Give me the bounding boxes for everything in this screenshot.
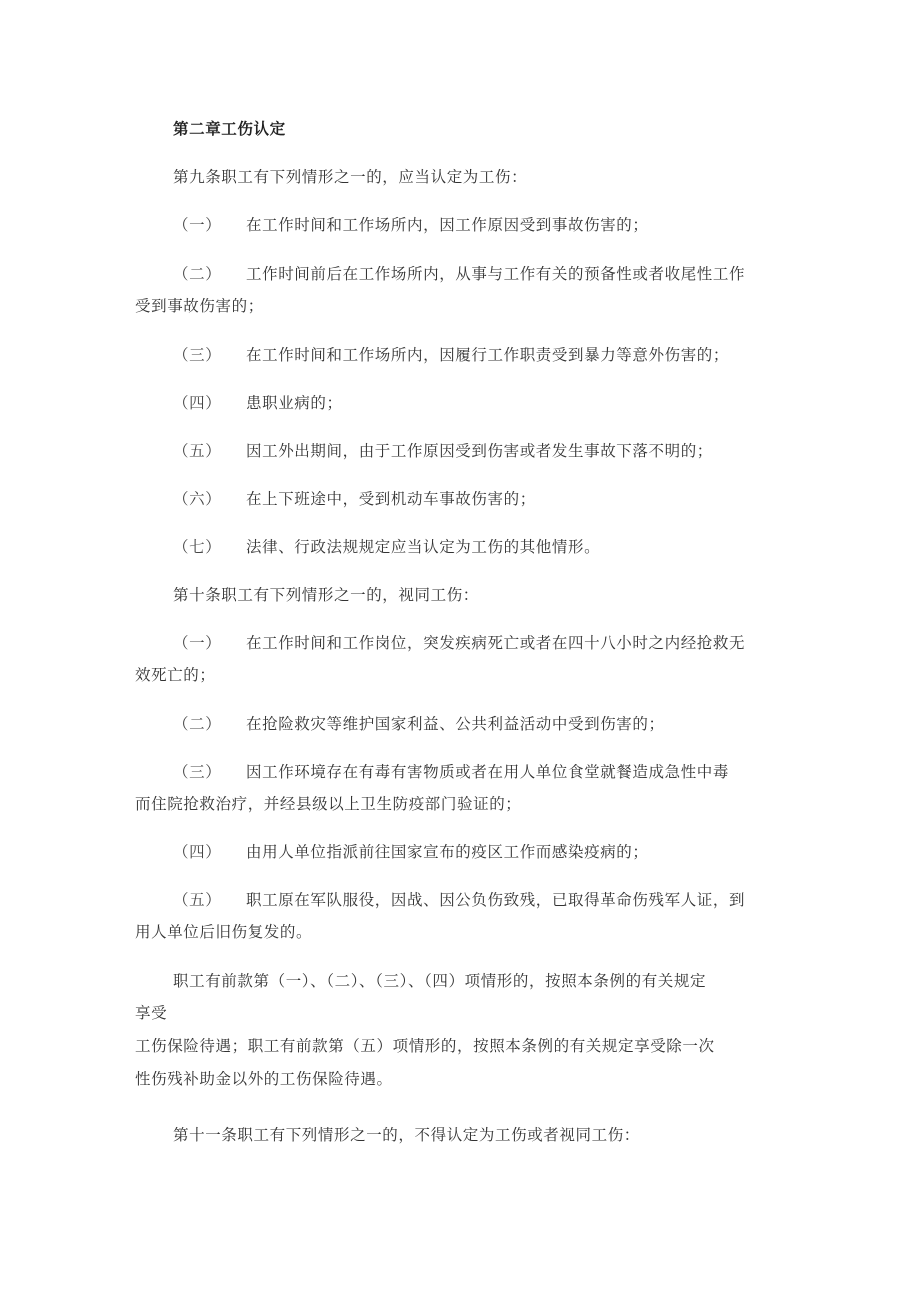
chapter-title: 第二章工伤认定 (173, 120, 286, 138)
article-10-item-1-continuation: 效死亡的； (135, 666, 216, 684)
article-10-item-2 (173, 714, 665, 734)
item-text: 在工作时间和工作场所内，因履行工作职责受到暴力等意外伤害的； (246, 346, 730, 364)
item-number: （四） (173, 843, 222, 861)
item-number: （三） (173, 763, 222, 781)
article-10-item-1 (173, 633, 745, 653)
article-10-note-line-3: 工伤保险待遇；职工有前款第（五）项情形的，按照本条例的有关规定享受除一次 (135, 1037, 715, 1055)
item-number: （三） (173, 346, 222, 364)
item-number: （五） (173, 891, 222, 909)
article-9-item-1 (173, 215, 649, 235)
article-10-note-line-1: 职工有前款第（一）、（二）、（三）、（四）项情形的，按照本条例的有关规定 (173, 972, 707, 990)
article-9-intro: 第九条职工有下列情形之一的，应当认定为工伤： (173, 168, 528, 186)
item-number: （一） (173, 634, 222, 652)
article-9-item-7 (173, 537, 600, 557)
item-number: （二） (173, 715, 222, 733)
item-text: 职工原在军队服役，因战、因公负伤致残，已取得革命伤残军人证，到 (246, 891, 746, 909)
item-number: （六） (173, 490, 222, 508)
article-10-item-3-continuation: 而住院抢救治疗，并经县级以上卫生防疫部门验证的； (135, 795, 522, 813)
article-9-item-5 (173, 441, 713, 461)
item-text: 在工作时间和工作岗位，突发疾病死亡或者在四十八小时之内经抢救无 (246, 634, 746, 652)
item-text: 由用人单位指派前往国家宣布的疫区工作而感染疫病的； (246, 843, 649, 861)
article-9-item-2-continuation: 受到事故伤害的； (135, 297, 264, 315)
article-10-item-3 (173, 762, 729, 782)
article-10-intro: 第十条职工有下列情形之一的，视同工伤： (173, 586, 479, 604)
item-text: 因工作环境存在有毒有害物质或者在用人单位食堂就餐造成急性中毒 (246, 763, 730, 781)
article-10-item-5 (173, 890, 745, 910)
article-9-item-3 (173, 345, 729, 365)
article-9-item-4 (173, 393, 343, 413)
item-text: 在抢险救灾等维护国家利益、公共利益活动中受到伤害的； (246, 715, 665, 733)
article-9-item-6 (173, 489, 536, 509)
article-10-note-line-2: 享受 (135, 1004, 168, 1022)
item-text: 工作时间前后在工作场所内，从事与工作有关的预备性或者收尾性工作 (246, 265, 746, 283)
article-10-note-line-4: 性伤残补助金以外的工伤保险待遇。 (135, 1070, 393, 1088)
article-10-item-4 (173, 842, 649, 862)
article-9-item-2 (173, 264, 745, 284)
item-text: 在上下班途中，受到机动车事故伤害的； (246, 490, 536, 508)
item-text: 法律、行政法规规定应当认定为工伤的其他情形。 (246, 538, 601, 556)
article-11-intro: 第十一条职工有下列情形之一的，不得认定为工伤或者视同工伤： (173, 1126, 640, 1144)
item-number: （四） (173, 394, 222, 412)
item-number: （二） (173, 265, 222, 283)
article-10-item-5-continuation: 用人单位后旧伤复发的。 (135, 923, 313, 941)
item-number: （一） (173, 216, 222, 234)
item-number: （七） (173, 538, 222, 556)
item-text: 因工外出期间，由于工作原因受到伤害或者发生事故下落不明的； (246, 442, 713, 460)
item-text: 患职业病的； (246, 394, 343, 412)
item-text: 在工作时间和工作场所内，因工作原因受到事故伤害的； (246, 216, 649, 234)
item-number: （五） (173, 442, 222, 460)
